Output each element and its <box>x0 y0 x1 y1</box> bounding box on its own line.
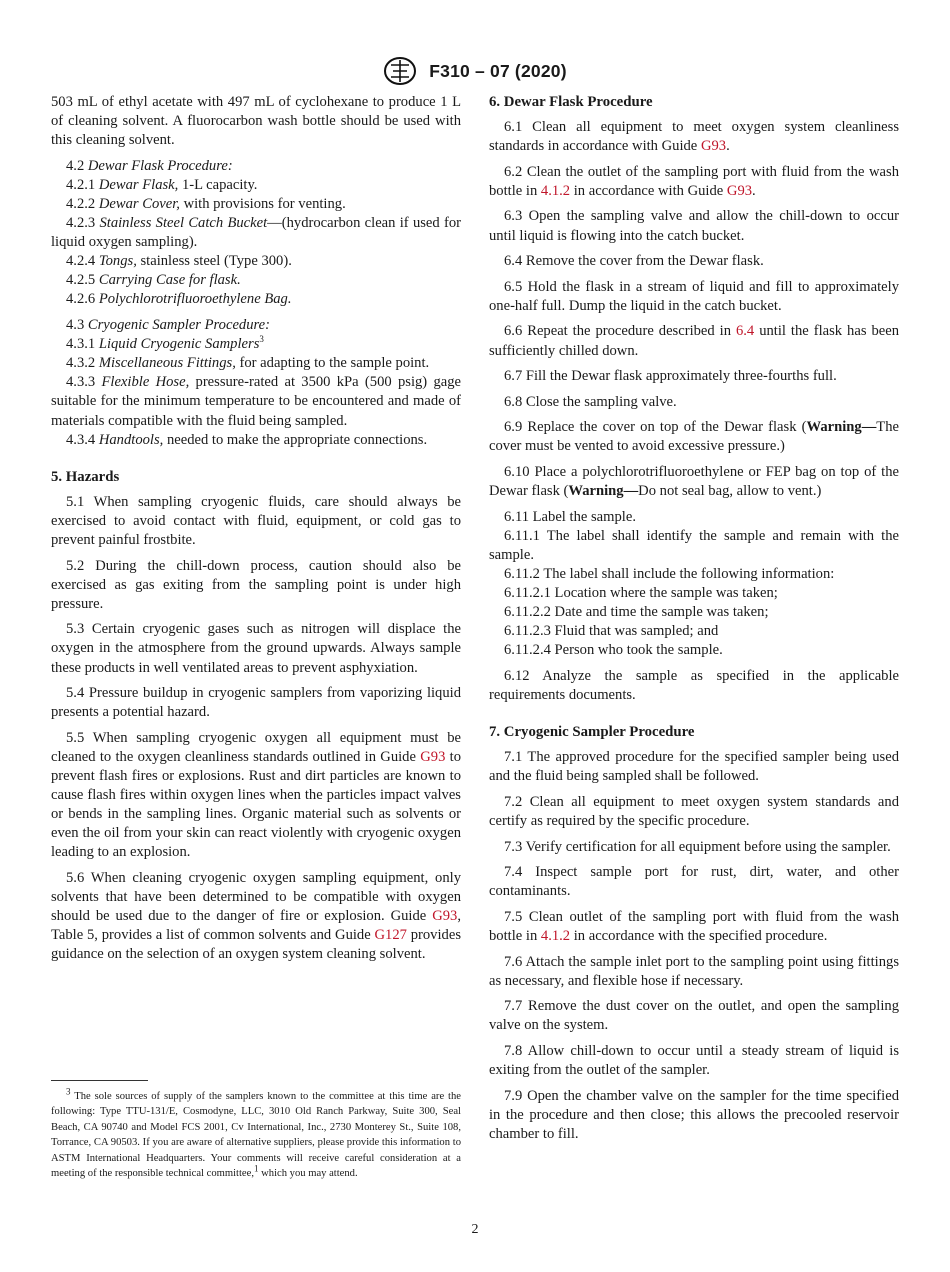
section-6-6: 6.6 Repeat the procedure described in 6.4 until the flask has been sufficiently chilled down. <box>489 323 900 359</box>
guide-link[interactable]: G93 <box>700 138 727 155</box>
section-5-5: 5.5 When sampling cryogenic oxygen all equipment must be cleaned to the oxygen cleanliness standards outlined in Guide G93 to prevent flash fires or explosions. Rust and dirt particles are known to cause flash fires within oxygen lines when the particles impact valves or bends in the sampling lines. Organic material such as solvents or even the oil from your skin can react violently with cryogenic oxygen leading to an explosion. <box>51 729 462 861</box>
section-7-3: 7.3 Verify certification for all equipment before using the sampler. <box>504 838 891 855</box>
section-4-2-6: 4.2.6 Polychlorotrifluoroethylene Bag. <box>66 291 292 308</box>
section-6-11: 6.11 Label the sample. <box>504 508 636 525</box>
section-4-2-5: 4.2.5 Carrying Case for flask. <box>66 272 241 289</box>
paragraph: 503 mL of ethyl acetate with 497 mL of cyclohexane to produce 1 L of cleaning solvent. A fluorocarbon wash bottle should be used with this cleaning solvent. <box>51 94 461 149</box>
section-heading-5: 5. Hazards <box>51 468 120 485</box>
section-6-11-2-4: 6.11.2.4 Person who took the sample. <box>504 642 723 659</box>
section-4-2-2: 4.2.2 Dewar Cover, with provisions for venting. <box>66 195 346 212</box>
footnote: $^3$ The sole sources of supply of the samplers known to the committee at this time are the following: Type TTU-131/E, Cosmodyne, LLC, 3010 Old Ranch Parkway, Suite 300, Seal Beach, CA 90740 and Model FCS 2001, Cv International, Inc., 2730 Monterey St., Suite 108, Torrance, CA 90503. If you are aware of alternative suppliers, please provide this information to ASTM International Headquarters. Your comments will receive careful consideration at a meeting of the responsible technical committee,$^1$ which you may attend. <box>51 1086 461 1180</box>
guide-link[interactable]: G93 <box>420 748 446 765</box>
guide-link[interactable]: G127 <box>374 927 407 944</box>
section-6-4: 6.4 Remove the cover from the Dewar flask. <box>504 253 764 270</box>
section-6-11-2-1: 6.11.2.1 Location where the sample was taken; <box>504 585 778 602</box>
section-7-9: 7.9 Open the chamber valve on the sampler for the time specified in the procedure and then close; this allows the precooled reservoir chamber to fill. <box>489 1087 899 1142</box>
section-4-2: 4.2 Dewar Flask Procedure: <box>66 157 233 174</box>
section-7-6: 7.6 Attach the sample inlet port to the sampling point using fittings as necessary, and flexible hose if necessary. <box>489 953 899 989</box>
astm-logo-icon <box>383 56 417 86</box>
left-column <box>51 93 461 964</box>
section-7-4: 7.4 Inspect sample port for rust, dirt, water, and other contaminants. <box>489 864 899 900</box>
section-6-3: 6.3 Open the sampling valve and allow the chill-down to occur until liquid is flowing into the catch bucket. <box>489 208 899 244</box>
page-number: 2 <box>471 1222 479 1237</box>
document-designation: F310 – 07 (2020) <box>429 60 567 81</box>
section-6-2: 6.2 Clean the outlet of the sampling port with fluid from the wash bottle in 4.1.2 in accordance with Guide G93. <box>489 163 899 199</box>
section-link[interactable]: 4.1.2 <box>540 182 571 199</box>
section-heading-6: 6. Dewar Flask Procedure <box>489 94 653 110</box>
section-6-10: 6.10 Place a polychlorotrifluoroethylene or FEP bag on top of the Dewar flask (Warning—Do not seal bag, allow to vent.) <box>489 464 899 500</box>
section-4-3: 4.3 Cryogenic Sampler Procedure: <box>66 317 270 334</box>
section-6-7: 6.7 Fill the Dewar flask approximately three-fourths full. <box>504 368 837 385</box>
page-header <box>0 56 950 86</box>
section-5-6: 5.6 When cleaning cryogenic oxygen sampling equipment, only solvents that have been determined to be compatible with oxygen should be used due to the danger of fire or explosion. Guide G93, Table 5, provides a list of common solvents and Guide G127 provides guidance on the selection of an oxygen system cleaning solvent. <box>51 869 461 963</box>
section-6-11-1: 6.11.1 The label shall identify the sample and remain with the sample. <box>489 527 899 563</box>
guide-link[interactable]: G93 <box>432 908 458 925</box>
section-7-1: 7.1 The approved procedure for the specified sampler being used and the fluid being sampled shall be followed. <box>489 749 899 785</box>
section-4-3-4: 4.3.4 Handtools, needed to make the appropriate connections. <box>66 431 428 448</box>
section-6-9: 6.9 Replace the cover on top of the Dewar flask (Warning—The cover must be vented to avoid excessive pressure.) <box>489 419 899 455</box>
guide-link[interactable]: G93 <box>726 182 753 199</box>
section-7-5: 7.5 Clean outlet of the sampling port with fluid from the wash bottle in 4.1.2 in accordance with the specified procedure. <box>489 908 899 944</box>
section-5-4: 5.4 Pressure buildup in cryogenic samplers from vaporizing liquid presents a potential hazard. <box>51 685 461 721</box>
section-4-2-4: 4.2.4 Tongs, stainless steel (Type 300). <box>66 253 292 270</box>
section-4-2-1: 4.2.1 Dewar Flask, 1-L capacity. <box>66 176 258 193</box>
section-6-12: 6.12 Analyze the sample as specified in the applicable requirements documents. <box>489 667 899 704</box>
section-link[interactable]: 4.1.2 <box>540 927 571 944</box>
section-5-3: 5.3 Certain cryogenic gases such as nitrogen will displace the oxygen in the atmosphere from the ground upwards. Always sample these products in well ventilated areas to prevent asphyxiation. <box>51 621 461 676</box>
footnote-divider <box>51 1080 148 1081</box>
section-6-11-2-3: 6.11.2.3 Fluid that was sampled; and <box>504 623 719 640</box>
section-7-2: 7.2 Clean all equipment to meet oxygen system standards and certify as required by the specific procedure. <box>489 793 899 829</box>
section-heading-7: 7. Cryogenic Sampler Procedure <box>489 724 695 741</box>
section-7-8: 7.8 Allow chill-down to occur until a steady stream of liquid is exiting from the outlet of the sampler. <box>489 1042 899 1079</box>
section-7-7: 7.7 Remove the dust cover on the outlet, and open the sampling valve on the system. <box>489 998 899 1034</box>
section-5-1: 5.1 When sampling cryogenic fluids, care should always be exercised to avoid contact with fluid, equipment, or cold gas to prevent painful frostbite. <box>51 493 461 548</box>
section-4-3-3: 4.3.3 Flexible Hose, pressure-rated at 3500 kPa (500 psig) gage suitable for the minimum temperature to be encountered and made of materials compatible with the fluid being sampled. <box>51 374 461 429</box>
section-6-1: 6.1 Clean all equipment to meet oxygen system cleanliness standards in accordance with Guide G93. <box>489 119 899 155</box>
section-4-3-2: 4.3.2 Miscellaneous Fittings, for adapting to the sample point. <box>66 355 430 372</box>
section-6-11-2: 6.11.2 The label shall include the following information: <box>504 565 835 582</box>
section-6-5: 6.5 Hold the flask in a stream of liquid and fill to approximately one-half full. Dump the liquid in the catch bucket. <box>489 278 899 314</box>
section-link[interactable]: 6.4 <box>735 323 755 340</box>
section-4-3-1: 4.3.1 Liquid Cryogenic Samplers$^3$ <box>66 334 264 353</box>
section-5-2: 5.2 During the chill-down process, caution should also be exercised as gas exiting from the sampling point is under high pressure. <box>51 557 461 612</box>
section-6-8: 6.8 Close the sampling valve. <box>504 393 677 410</box>
section-4-2-3: 4.2.3 Stainless Steel Catch Bucket—(hydrocarbon clean if used for liquid oxygen sampling). <box>51 215 461 251</box>
right-column <box>489 93 899 1144</box>
section-6-11-2-2: 6.11.2.2 Date and time the sample was taken; <box>504 604 769 621</box>
